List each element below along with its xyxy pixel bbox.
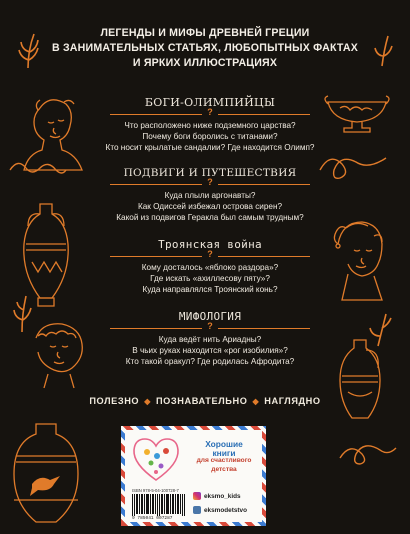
swirl-ornament-icon (318, 146, 390, 188)
question-list (100, 262, 320, 295)
barcode-number: 9 785041 007287 (132, 516, 173, 521)
question-item: Почему боги боролись с титанами? (142, 132, 278, 141)
swirl-ornament-lower-icon (338, 440, 398, 470)
section-title: БОГИ-ОЛИМПИЙЦЫ (144, 96, 276, 109)
section-gods-olympians (100, 96, 320, 153)
diamond-separator-icon: ◆ (144, 397, 151, 406)
good-books-slogan (188, 440, 260, 474)
divider-question-mark: ? (207, 249, 213, 259)
social-handle-kids (193, 492, 241, 500)
question-item: Куда ведёт нить Ариадны? (158, 335, 262, 344)
publisher-sticker (121, 426, 266, 526)
social-handle-detstvo (193, 506, 247, 514)
wheat-sprig-top-left-icon (14, 30, 42, 70)
headline-line-1: ЛЕГЕНДЫ И МИФЫ ДРЕВНЕЙ ГРЕЦИИ (100, 27, 310, 39)
sticker-line: для счастливого (196, 457, 252, 464)
section-title: Троянская война (158, 238, 262, 251)
question-item: Что расположено ниже подземного царства? (124, 121, 296, 130)
athlete-bust-drawing-icon (20, 318, 94, 392)
kylix-cup-drawing-icon (322, 94, 392, 136)
vk-icon (193, 506, 201, 514)
heart-logo-icon (131, 436, 181, 482)
question-list (100, 334, 320, 367)
section-divider (110, 177, 310, 189)
divider-question-mark: ? (207, 107, 213, 117)
section-divider (110, 321, 310, 333)
social-handle-text: eksmo_kids (204, 493, 241, 500)
goddess-head-drawing-icon (318, 214, 390, 304)
section-trojan-war (100, 238, 320, 295)
section-divider (110, 107, 310, 119)
sticker-line: книги (212, 447, 236, 458)
isbn-label: ISBN 978-5-04-100728-7 (132, 488, 179, 493)
question-item: Где искать «ахиллесову пяту»? (150, 274, 270, 283)
question-item: В чьих руках находится «рог изобилия»? (132, 346, 288, 355)
question-item: Кому досталось «яблоко раздора»? (141, 263, 279, 272)
barcode-icon (132, 494, 187, 516)
divider-question-mark: ? (207, 321, 213, 331)
question-item: Какой из подвигов Геракла был самым трудным? (116, 213, 304, 222)
question-item: Кто такой оракул? Где родилась Афродита? (125, 357, 295, 366)
sticker-line: Хорошие (205, 439, 243, 449)
headline-line-3: И ЯРКИХ ИЛЛЮСТРАЦИЯХ (132, 57, 278, 69)
section-title: МИФОЛОГИЯ (178, 310, 242, 323)
divider-question-mark: ? (207, 177, 213, 187)
question-item: Куда плыли аргонавты? (164, 191, 256, 200)
question-list (100, 190, 320, 223)
instagram-icon (193, 492, 201, 500)
slogan (0, 396, 410, 406)
oil-jar-drawing-icon (332, 336, 388, 426)
section-feats-journeys (100, 167, 320, 223)
swirl-ornament-left-icon (8, 158, 68, 180)
question-item: Куда направлялся Троянский конь? (142, 285, 278, 294)
section-mythology (100, 310, 320, 367)
question-item: Как Одиссей избежал острова сирен? (137, 202, 283, 211)
section-divider (110, 249, 310, 261)
slogan-word: ПОЛЕЗНО (89, 396, 140, 406)
headline-line-2: В ЗАНИМАТЕЛЬНЫХ СТАТЬЯХ, ЛЮБОПЫТНЫХ ФАКТАХ (51, 42, 359, 54)
section-title: ПОДВИГИ И ПУТЕШЕСТВИЯ (123, 167, 297, 179)
slogan-word: ПОЗНАВАТЕЛЬНО (155, 396, 248, 406)
question-item: Кто носит крылатые сандалии? Где находится Олимп? (105, 143, 315, 152)
social-handle-text: eksmodetstvo (204, 507, 247, 514)
wheat-sprig-top-right-icon (372, 32, 396, 68)
headline (40, 26, 370, 71)
bird-vase-drawing-icon (8, 420, 84, 528)
diamond-separator-icon: ◆ (252, 397, 260, 406)
question-list (100, 120, 320, 153)
slogan-word: НАГЛЯДНО (264, 396, 321, 406)
sticker-line: детства (211, 465, 237, 473)
